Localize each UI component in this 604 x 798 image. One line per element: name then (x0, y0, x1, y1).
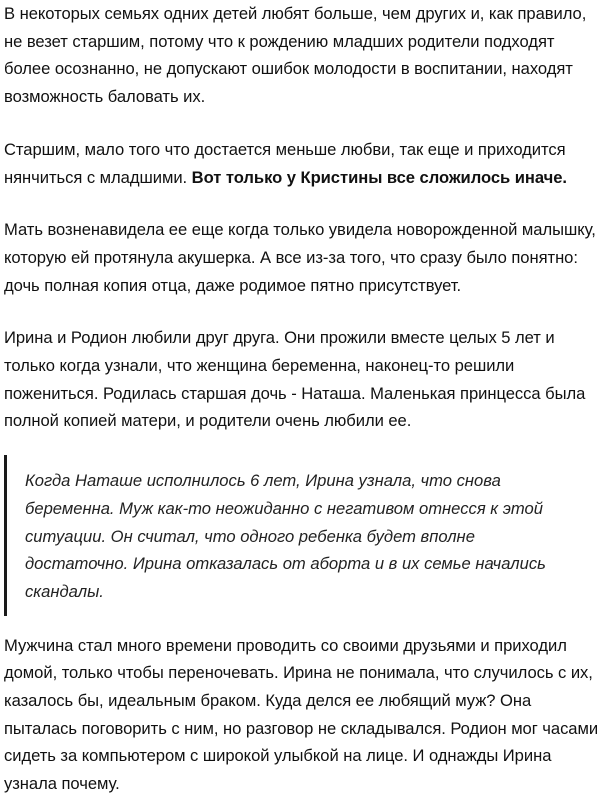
paragraph-4: Ирина и Родион любили друг друга. Они прожили вместе целых 5 лет и только когда узнали, что женщина беременна, наконец-то решили пожениться. Родилась старшая дочь - Наташа. Маленькая принцесса была полной копией матери, и родители очень любили ее. (4, 328, 586, 431)
blockquote (4, 455, 564, 616)
quote-text: Когда Наташе исполнилось 6 лет, Ирина узнала, что снова беременна. Муж как-то неожиданно с негативом отнесся к этой ситуации. Он считал, что одного ребенка будет вполне достаточно. Ирина отказалась от аборта и в их семье начались скандалы. (25, 471, 546, 601)
paragraph-2 (4, 136, 604, 191)
paragraph-3: Мать возненавидела ее еще когда только увидела новорожденной малышку, которую ей протянула акушерка. А все из-за того, что сразу было понятно: дочь полная копия отца, даже родимое пятно присутствует. (4, 220, 596, 295)
paragraph-1: В некоторых семьях одних детей любят больше, чем других и, как правило, не везет старшим, потому что к рождению младших родители подходят более осознанно, не допускают ошибок молодости в воспитании, находят возможность баловать их. (4, 4, 587, 107)
paragraph-2-text: Старшим, мало того что достается меньше любви, так еще и приходится нянчиться с младшими. (4, 139, 566, 187)
paragraph-2-bold-text: Вот только у Кристины все сложилось иначе. (191, 167, 567, 187)
paragraph-5: Мужчина стал много времени проводить со своими друзьями и приходил домой, только чтобы переночевать. Ирина не понимала, что случилось с их, казалось бы, идеальным браком. Куда делся ее любящий муж? Она пыталась поговорить с ним, но разговор не складывался. Родион мог часами сидеть за компьютером с широкой улыбкой на лице. И однажды Ирина узнала почему. (4, 635, 599, 794)
